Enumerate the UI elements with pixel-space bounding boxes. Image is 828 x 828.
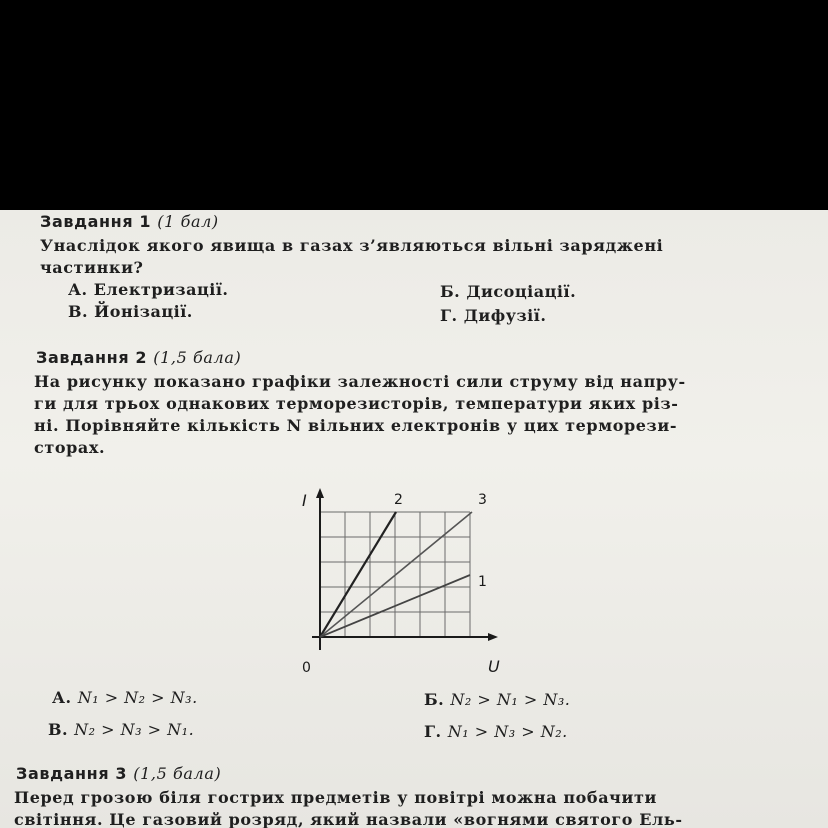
y-axis-arrow-icon <box>316 488 324 498</box>
task2-option-b[interactable] <box>424 690 570 709</box>
task1-option-c[interactable] <box>68 302 193 321</box>
task1-question-line-1: Унаслідок якого явища в газах з’являються вільні заряджені <box>40 236 664 255</box>
option-label: Г. <box>424 722 442 741</box>
photo-background <box>0 0 828 210</box>
task2-question-line-4: сторах. <box>34 438 106 457</box>
task2-question-line-3: ні. Порівняйте кількість N вільних електронів у цих терморези- <box>34 416 678 435</box>
task3-question-line-2: світіння. Це газовий розряд, який назвали «вогнями святого Ель- <box>14 810 683 828</box>
graph-line-2 <box>320 512 396 637</box>
x-axis-arrow-icon <box>488 633 498 641</box>
option-formula: N₁ > N₃ > N₂. <box>447 722 568 741</box>
task2-option-a[interactable] <box>52 688 198 707</box>
origin-label: 0 <box>302 660 311 676</box>
line-label-1: 1 <box>478 574 487 590</box>
task2-points: (1,5 бала) <box>153 348 242 367</box>
option-formula: N₂ > N₁ > N₃. <box>450 690 571 709</box>
textbook-page <box>0 210 828 828</box>
option-label: Б. <box>440 282 461 301</box>
line-label-3: 3 <box>478 492 487 508</box>
task3-title: Завдання 3 <box>16 764 128 783</box>
y-axis-label: I <box>302 491 307 510</box>
option-label: Б. <box>424 690 445 709</box>
task2-heading <box>36 348 241 367</box>
task1-question-line-2: частинки? <box>40 258 144 277</box>
task2-title: Завдання 2 <box>36 348 148 367</box>
option-formula: N₂ > N₃ > N₁. <box>74 720 195 739</box>
current-voltage-graph <box>292 482 522 682</box>
option-label: В. <box>48 720 69 739</box>
task1-option-b[interactable] <box>440 282 576 301</box>
task2-option-c[interactable] <box>48 720 194 739</box>
task1-option-a[interactable] <box>68 280 229 299</box>
task3-question-line-1: Перед грозою біля гострих предметів у повітрі можна побачити <box>14 788 657 807</box>
task2-option-d[interactable] <box>424 722 568 741</box>
task1-heading <box>40 212 219 231</box>
task2-question-line-1: На рисунку показано графіки залежності сили струму від напру- <box>34 372 686 391</box>
option-formula: N₁ > N₂ > N₃. <box>77 688 198 707</box>
task2-question-line-2: ги для трьох однакових терморезисторів, температури яких різ- <box>34 394 679 413</box>
graph-line-3 <box>320 512 472 637</box>
option-label: В. <box>68 302 89 321</box>
option-text: Йонізації. <box>94 302 193 321</box>
option-text: Дифузії. <box>463 306 547 325</box>
option-label: Г. <box>440 306 458 325</box>
task1-title: Завдання 1 <box>40 212 152 231</box>
task1-option-d[interactable] <box>440 306 546 325</box>
option-text: Електризації. <box>93 280 229 299</box>
task1-points: (1 бал) <box>157 212 219 231</box>
line-label-2: 2 <box>394 492 403 508</box>
task3-heading <box>16 764 221 783</box>
task3-points: (1,5 бала) <box>133 764 222 783</box>
option-text: Дисоціації. <box>466 282 577 301</box>
option-label: А. <box>68 280 88 299</box>
option-label: А. <box>52 688 72 707</box>
x-axis-label: U <box>488 657 500 676</box>
